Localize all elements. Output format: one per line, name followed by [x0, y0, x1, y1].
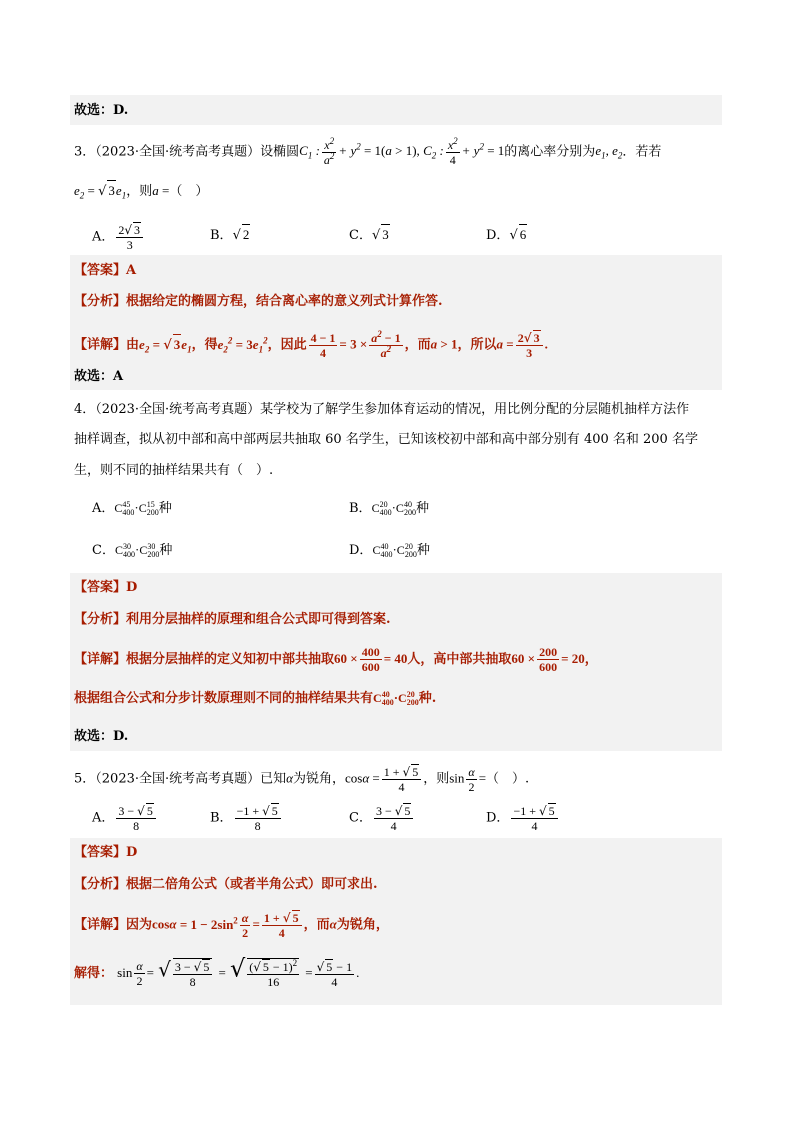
q4-option-c: C．C 30 400 ·C 30 200 种	[92, 542, 173, 560]
q3-solution-panel	[70, 255, 722, 390]
q3-option-c: C．√ 3	[349, 224, 390, 246]
q3-answer: 【答案】A	[74, 263, 137, 278]
q5-option-a: A． $\frac{3 - √ 5}{8}$	[92, 803, 158, 833]
q5-option-d: D． $\frac{-1 + √ 5}{4}$	[486, 803, 560, 833]
q3-stem-line2	[74, 180, 208, 202]
q3-option-b: B．√ 2	[210, 224, 250, 246]
q3-blank: （ ）	[169, 184, 209, 199]
q3-stem-d: ，则	[126, 184, 153, 199]
q3-eccentricities: $e_1$, $e_2$	[595, 143, 623, 162]
q4-detail-line1: 【详解】根据分层抽样的定义知初中部共抽取60 × $\frac{400}{600}$ = 40人，高中部共抽取60 × $\frac{200}{600}$ = 20，	[74, 645, 598, 674]
q3-option-d: D．√ 6	[486, 224, 527, 246]
q3-unknown: a =	[152, 183, 170, 198]
q4-option-b: B．C 20 400 ·C 40 200 种	[349, 500, 429, 518]
q4-option-a: A．C 45 400 ·C 15 200 种	[92, 500, 172, 518]
q3-stem-line1	[74, 138, 661, 167]
q3-conclusion: 故选：A	[74, 369, 124, 384]
q4-analysis: 【分析】利用分层抽样的原理和组合公式即可得到答案.	[74, 612, 391, 627]
q4-stem-line2: 抽样调查，拟从初中部和高中部两层共抽取 60 名学生，已知该校初中部和高中部分别有 400 名和 200 名学	[74, 432, 698, 447]
q2-conclusion: 故选：D.	[74, 103, 129, 118]
q3-option-a: A． $\frac{2√ 3}{3}$	[92, 222, 145, 252]
q5-option-b: B． $\frac{-1 + √ 5}{8}$	[210, 803, 283, 833]
q3-ellipse-c1: $C_1$ : $\frac{x^2}{a^2}$ + $y^2 = 1(a > 1)$, $C_2$ : $\frac{x^2}{4}$ + $y^2 = 1$	[299, 136, 505, 167]
q4-stem-line1: 4．（2023·全国·统考高考真题）某学校为了解学生参加体育运动的情况，用比例分配的分层随机抽样方法作	[74, 402, 690, 417]
q5-option-c: C． $\frac{3 - √ 5}{4}$	[349, 803, 415, 833]
q5-stem: 5．（2023·全国·统考高考真题）已知α为锐角，cosα = $\frac{1 + √ 5}{4}$ ，则sin $\frac{\alpha}{2}$ =（ ）.	[74, 764, 530, 794]
q4-stem-line3: 生，则不同的抽样结果共有（ ）.	[74, 463, 274, 478]
q5-solve: 解得： sin $\frac{\alpha}{2}$ = √ $\frac{3 - √ 5}{8}$ = √ $\frac{(√ 5 - 1)^2}{16}$ = $\frac{√ 5 - 1}{4}$ .	[74, 954, 360, 989]
q3-analysis: 【分析】根据给定的椭圆方程，结合离心率的意义列式计算作答.	[74, 294, 443, 309]
q4-conclusion: 故选：D.	[74, 729, 129, 744]
q3-stem-b: 的离心率分别为	[504, 144, 596, 160]
q4-answer: 【答案】D	[74, 580, 138, 595]
q2-solution-panel	[70, 95, 722, 125]
q3-condition: $e_2$ = √ $3e_1$	[74, 183, 126, 198]
q3-source: （2023·全国·统考高考真题）	[95, 144, 261, 160]
q3-stem-d-label: 若	[648, 144, 662, 160]
q5-analysis: 【分析】根据二倍角公式（或者半角公式）即可求出.	[74, 877, 378, 892]
q5-answer: 【答案】D	[74, 845, 138, 860]
q5-detail: 【详解】因为$\cos\alpha = 1 - 2\sin^2$ $\frac{\alpha}{2}$ = $\frac{1 + √ 5}{4}$ ，而α为锐角，	[74, 910, 389, 940]
q3-stem-a: 设椭圆	[260, 144, 300, 160]
q4-option-d: D．C 40 400 ·C 20 200 种	[349, 542, 430, 560]
q3-detail: 【详解】由$e_2$ = √ $3e_1$，得$e_2^2 = 3e_1^2$，因此 $\frac{4 - 1}{4}$ = 3 × $\frac{a^2 - 1}{a^2}$ ，而a > 1，所以a = $\frac{2√ 3}{3}$ .	[74, 328, 548, 360]
q3-stem-c: ．若	[622, 144, 649, 160]
q3-number: 3．	[74, 144, 96, 160]
q4-detail-line2: 根据组合公式和分步计数原理则不同的抽样结果共有C 40 400 ·C 20 200 种.	[74, 690, 437, 708]
